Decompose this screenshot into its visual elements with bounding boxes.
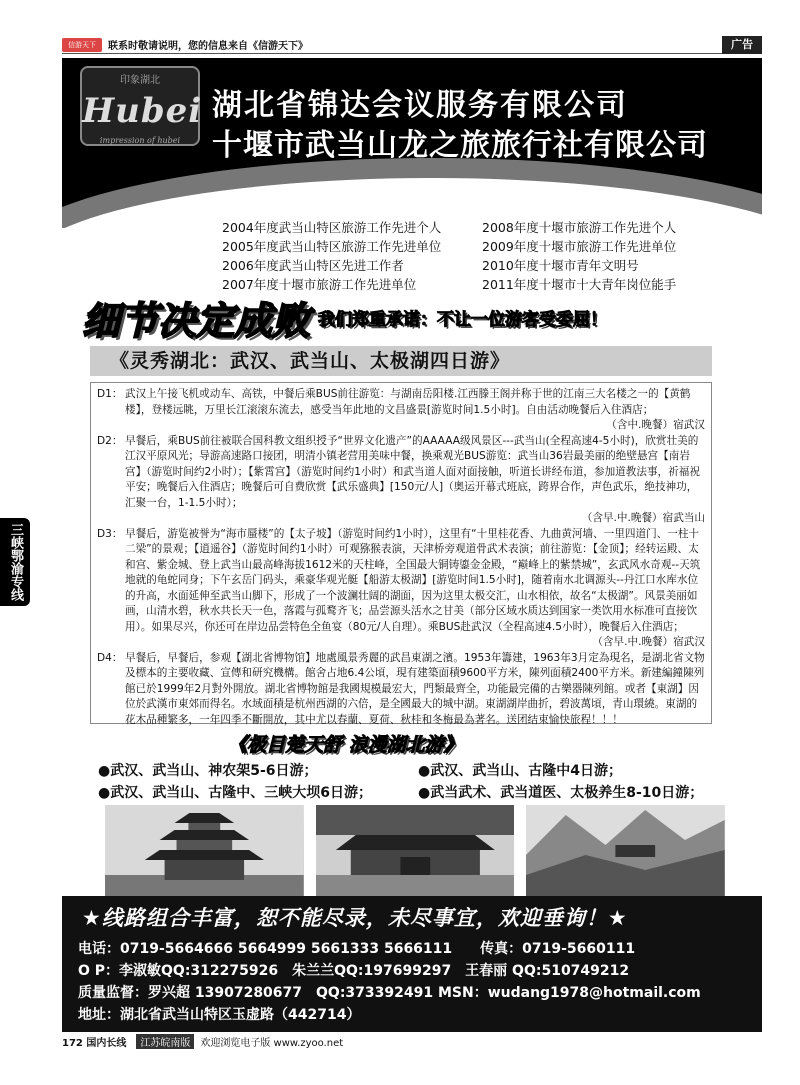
bottom-bar <box>62 1034 762 1048</box>
page-number: 172 国内长线 <box>62 1037 127 1049</box>
award-item: 2006年度武当山特区先进工作者 <box>222 258 404 273</box>
day-label: D2： <box>97 434 123 447</box>
itinerary <box>90 382 712 724</box>
itinerary-day <box>97 527 705 651</box>
tour-title: 《灵秀湖北：武汉、武当山、太极湖四日游》 <box>90 346 712 376</box>
day-label: D4： <box>97 651 123 664</box>
edition-badge: 江苏皖南版 <box>136 1034 194 1049</box>
award-item: 2004年度武当山特区旅游工作先进个人 <box>222 220 442 235</box>
day-meal: （含中.晚餐）宿武汉 <box>606 419 705 431</box>
photo-strip <box>105 805 725 902</box>
quality-line: 质量监督：罗兴超 13907280677 QQ:373392491 MSN：wudang1978@hotmail.com <box>78 985 701 1001</box>
route-item: ●武汉、武当山、神农架5-6日游； <box>98 763 318 779</box>
website-note: 欢迎浏览电子版 www.zyoo.net <box>200 1037 344 1049</box>
day-label: D3： <box>97 527 123 540</box>
award-item: 2010年度十堰市青年文明号 <box>482 258 639 273</box>
itinerary-day <box>97 434 705 527</box>
day-meal: （含早.中.晚餐）宿武汉 <box>592 636 705 648</box>
phone-line: 电话：0719-5664666 5664999 5661333 5666111 传真：0719-5660111 <box>78 941 636 957</box>
wudang-mountain-photo <box>526 805 725 902</box>
side-tab: 三峡鄂渝专线 <box>0 518 30 606</box>
day-text: 早餐后，早餐后，参观【湖北省博物馆】地處風景秀麗的武昌東湖之濱。1953年籌建，1963年3月定為現名，是湖北省文物及標本的主要收藏、宣傳和研究機構。館舍占地6.4公頃，現有建築面積9600平方米，陳列面積2400平方米。新建編鐘陳列館已於1999年2月對外開放。湖北省博物館是我國規模最宏大，門類最齊全，功能最完備的古樂器陳列館。或者【東湖】因位於武漢市東郊而得名。水域面積是杭州西湖的六倍，是全國最大的城中湖。東湖湖岸曲折，碧波萬頃，青山環繞。東湖的花木品種繁多，一年四季不斷開放，其中尤以春蘭、夏荷、秋桂和冬梅最為著名。送团结束愉快旅程！！！ <box>125 651 705 726</box>
source-note: 联系时敬请说明，您的信息来自《信游天下》 <box>108 41 308 52</box>
day-text: 武汉上午接飞机或动车、高铁，中餐后乘BUS前往游览：与湖南岳阳楼.江西滕王阁并称于世的江南三大名楼之一的【黄鹤楼】，登楼远眺，万里长江滚滚东流去，感受当年此地的文昌盛景[游览时间1.5小时]。自由活动晚餐后入住酒店； <box>125 388 691 416</box>
hubei-logo <box>80 66 203 146</box>
route-item: ●武汉、武当山、古隆中4日游； <box>418 763 622 779</box>
itinerary-day <box>97 387 705 434</box>
logo-main: Hubei <box>82 91 203 131</box>
day-label: D1： <box>97 388 123 400</box>
award-item: 2005年度武当山特区旅游工作先进单位 <box>222 239 442 254</box>
slogan-promise: 我们郑重承诺：不让一位游客受委屈！ <box>318 309 608 330</box>
day-meal: （含早.中.晚餐）宿武当山 <box>581 512 705 524</box>
header-banner <box>62 58 762 228</box>
day-text: 早餐后，乘BUS前往被联合国科教文组织授予“世界文化遗产”的AAAAA级风景区---武当山(全程高速4-5小时)，欣赏壮美的江汉平原风光；导游高速路口接团，明清小镇老营用美味中餐，换乘观光BUS游览：武当山36岩最美丽的绝壁悬宫【南岩宫】（游览时间约2小时）；【紫霄宫】（游览时间约1小时）和武当道人面对面接触，听道长讲经布道，参加道教法事，祈福祝平安；晚餐后入住酒店；晚餐后可自费欣赏【武乐盛典】[150元/人]（奥运开幕式班底，跨界合作，声色武乐，绝技神功，汇聚一台，1-1.5小时）； <box>125 434 700 509</box>
contact-info <box>78 938 701 1026</box>
itinerary-day <box>97 651 705 729</box>
slogan-big: 细节决定成败 <box>82 297 311 343</box>
route-item: ●武汉、武当山、古隆中、三峡大坝6日游； <box>98 785 372 801</box>
publication-logo: 信游天下 <box>62 38 102 52</box>
ad-tag: 广告 <box>722 36 762 54</box>
award-item: 2009年度十堰市旅游工作先进单位 <box>482 239 677 254</box>
route-item: ●武当武术、武当道医、太极养生8-10日游； <box>418 785 704 801</box>
award-item: 2008年度十堰市旅游工作先进个人 <box>482 220 677 235</box>
company-name-1: 湖北省锦达会议服务有限公司 <box>212 88 628 123</box>
awards-list <box>222 218 742 293</box>
logo-sub: impression of hubei <box>99 136 181 145</box>
promo-title: 《极目楚天舒 浪漫湖北游》 <box>228 734 463 756</box>
top-bar <box>62 36 762 54</box>
award-item: 2007年度十堰市旅游工作先进单位 <box>222 277 417 292</box>
award-item: 2011年度十堰市十大青年岗位能手 <box>482 277 677 292</box>
contact-footer <box>62 896 762 1032</box>
address-line: 地址：湖北省武当山特区玉虚路（442714） <box>78 1007 361 1023</box>
logo-chinese: 印象湖北 <box>120 75 160 86</box>
temple-photo <box>316 805 515 902</box>
op-line: O P：李淑敏QQ:312275926 朱兰兰QQ:197699297 王春丽 QQ:510749212 <box>78 963 630 979</box>
routes-list <box>98 760 738 804</box>
company-name-2: 十堰市武当山龙之旅旅行社有限公司 <box>212 128 708 163</box>
footer-slogan: ★线路组合丰富，恕不能尽录，未尽事宜，欢迎垂询！★ <box>82 906 628 930</box>
slogan <box>82 292 762 342</box>
day-text: 早餐后，游览被誉为“海市蜃楼”的【太子坡】（游览时间约1小时），这里有“十里桂花香、九曲黄河墙、一里四道门、一柱十二梁”的景观；【逍遥谷】（游览时间约1小时）可观猕猴表演，天津桥旁观道骨武术表演；前往游览：【金顶】；经转运殿、太和宫、紫金城、登上武当山最高峰海拔1612米的天柱峰，全国最大铜铸鎏金金殿，“巅峰上的紫禁城”，玄武风水奇观--天筑地就的龟蛇同身；下午玄岳门码头，乘豪华观光艇【船游太极湖】[游览时间1.5小时]，随着南水北调源头--丹江口水库水位的升高，水面延伸至武当山脚下，形成了一个波澜壮阔的湖面，因为这里太极交汇，山水相依，故名“太极湖”。风景美丽如画，山清水碧，秋水共长天一色，落霞与孤鹜齐飞；品尝源头活水之甘美（部分区域水质达到国家一类饮用水标准可直接饮用）。如果尽兴，你还可在岸边品尝特色全鱼宴（80元/人自理）。乘BUS赴武汉（全程高速4.5小时），晚餐后入住酒店； <box>125 527 701 633</box>
yellow-crane-tower-photo <box>105 805 304 902</box>
